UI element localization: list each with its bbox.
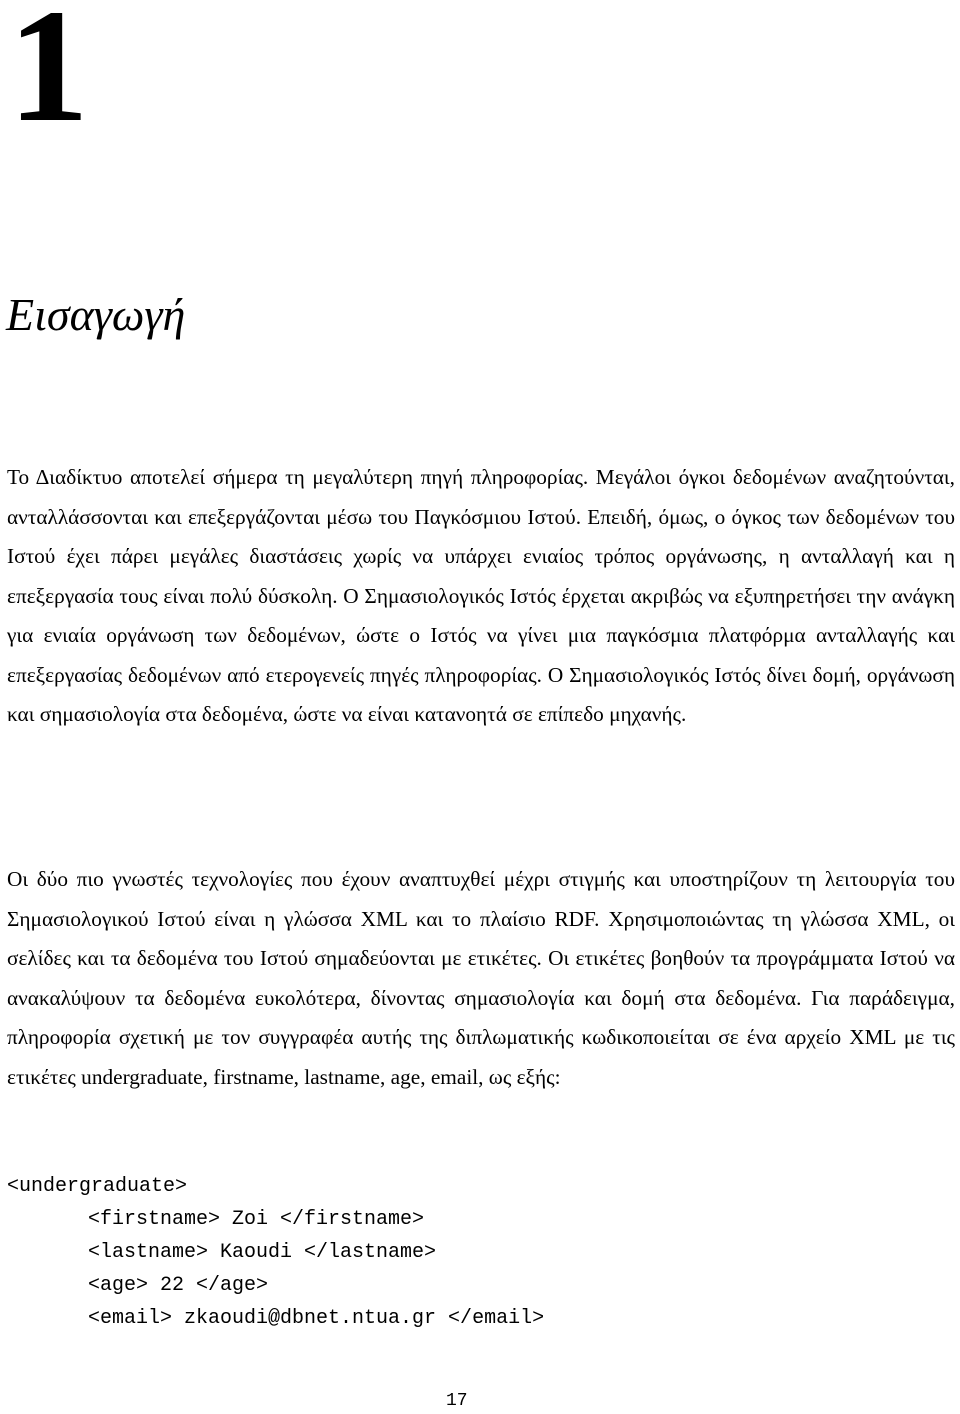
code-line-email: <email> zkaoudi@dbnet.ntua.gr </email> xyxy=(88,1307,545,1330)
page-number: 17 xyxy=(446,1391,468,1411)
code-line-lastname: <lastname> Kaoudi </lastname> xyxy=(88,1241,437,1264)
body-paragraph-intro: Το Διαδίκτυο αποτελεί σήμερα τη μεγαλύτερη πηγή πληροφορίας. Μεγάλοι όγκοι δεδομένων αναζητούνται, ανταλλάσσονται και επεξεργάζονται μέσω του Παγκόσμιου Ιστού. Επειδή, όμως, ο όγκος των δεδομένων του Ιστού έχει πάρει μεγάλες διαστάσεις χωρίς να υπάρχει ενιαίος τρόπος οργάνωσης, η ανταλλαγή και η επεξεργασία τους είναι πολύ δύσκολη. Ο Σημασιολογικός Ιστός έρχεται ακριβώς να εξυπηρετήσει την ανάγκη για ενιαία οργάνωση των δεδομένων, ώστε ο Ιστός να γίνει μια παγκόσμια πλατφόρμα ανταλλαγής και επεξεργασίας δεδομένων από ετερογενείς πηγές πληροφορίας. Ο Σημασιολογικός Ιστός δίνει δομή, οργάνωση και σημασιολογία στα δεδομένα, ώστε να είναι κατανοητά σε επίπεδο μηχανής. xyxy=(7,465,955,726)
xml-code-example xyxy=(7,1170,544,1335)
chapter-number: 1 xyxy=(8,0,85,156)
code-line-open-tag: <undergraduate> xyxy=(7,1175,188,1198)
code-line-firstname: <firstname> Zoi </firstname> xyxy=(88,1208,425,1231)
chapter-title: Εισαγωγή xyxy=(6,289,186,340)
code-line-age: <age> 22 </age> xyxy=(88,1274,269,1297)
body-paragraph-technologies: Οι δύο πιο γνωστές τεχνολογίες που έχουν αναπτυχθεί μέχρι στιγμής και υποστηρίζουν τη λειτουργία του Σημασιολογικού Ιστού είναι η γλώσσα XML και το πλαίσιο RDF. Χρησιμοποιώντας τη γλώσσα XML, οι σελίδες και τα δεδομένα του Ιστού σημαδεύονται με ετικέτες. Οι ετικέτες βοηθούν τα προγράμματα Ιστού να ανακαλύψουν τα δεδομένα ευκολότερα, δίνοντας σημασιολογία και δομή στα δεδομένα. Για παράδειγμα, πληροφορία σχετική με τον συγγραφέα αυτής της διπλωματικής κωδικοποιείται σε ένα αρχείο XML με τις ετικέτες undergraduate, firstname, lastname, age, email, ως εξής: xyxy=(7,867,955,1089)
